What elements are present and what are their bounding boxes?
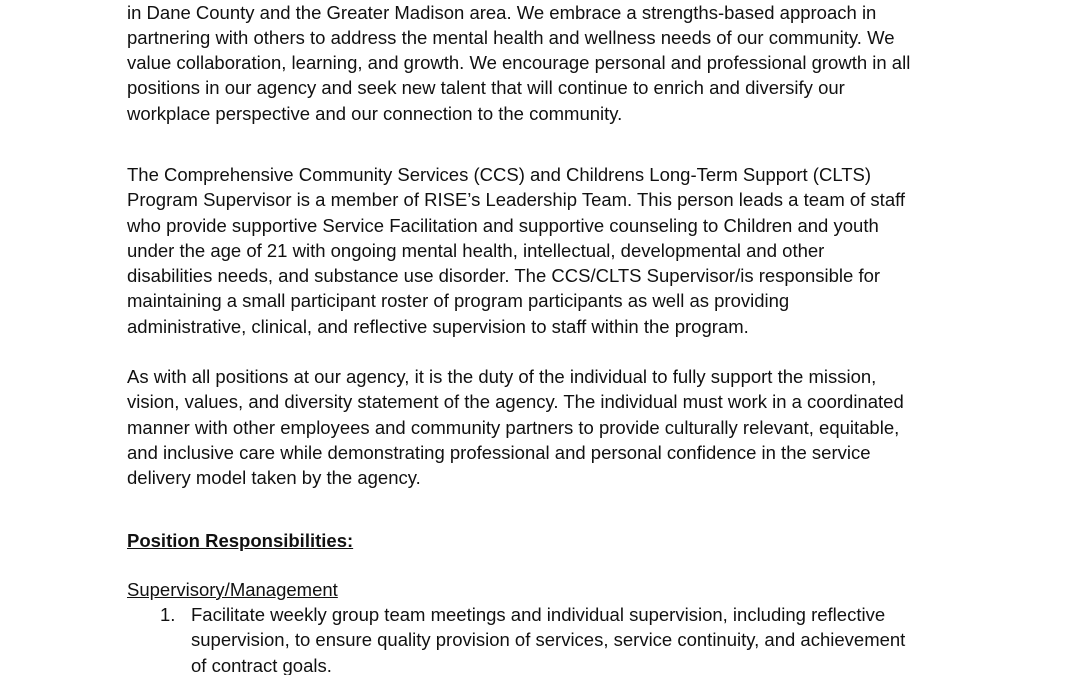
text-line: positions in our agency and seek new talent that will continue to enrich and diversify our (127, 77, 845, 99)
text-line: value collaboration, learning, and growth. We encourage personal and professional growth in all (127, 52, 911, 74)
text-line: manner with other employees and community partners to provide culturally relevant, equitable, (127, 416, 900, 438)
text-line: maintaining a small participant roster of program participants as well as providing (127, 290, 790, 312)
text-line: administrative, clinical, and reflective supervision to staff within the program. (127, 315, 749, 337)
text-line: workplace perspective and our connection to the community. (127, 102, 623, 124)
text-line: and inclusive care while demonstrating professional and personal confidence in the service (127, 441, 871, 463)
text-line: supervision, to ensure quality provision of services, service continuity, and achievement (191, 629, 906, 651)
text-line: in Dane County and the Greater Madison area. We embrace a strengths-based approach in (127, 1, 877, 23)
responsibilities-list (127, 602, 962, 675)
text-line: who provide supportive Service Facilitation and supportive counseling to Children and youth (127, 214, 879, 236)
text-line: of contract goals. (191, 654, 332, 675)
intro-paragraph (127, 0, 962, 126)
text-line: partnering with others to address the mental health and wellness needs of our community. We (127, 26, 895, 48)
document-body (127, 0, 962, 675)
text-line: under the age of 21 with ongoing mental health, intellectual, developmental and other (127, 239, 825, 261)
text-line: The Comprehensive Community Services (CCS) and Childrens Long-Term Support (CLTS) (127, 163, 872, 185)
text-line: vision, values, and diversity statement of the agency. The individual must work in a coordinated (127, 391, 904, 413)
list-item (127, 602, 962, 675)
subsection-heading: Supervisory/Management (127, 578, 338, 600)
text-line: Program Supervisor is a member of RISE’s Leadership Team. This person leads a team of staff (127, 189, 906, 211)
list-item-number: 1. (160, 604, 176, 626)
text-line: As with all positions at our agency, it is the duty of the individual to fully support the mission, (127, 366, 877, 388)
section-heading: Position Responsibilities: (127, 529, 354, 551)
text-line: disabilities needs, and substance use disorder. The CCS/CLTS Supervisor/is responsible for (127, 265, 881, 287)
position-summary-paragraph (127, 162, 962, 339)
text-line: Facilitate weekly group team meetings and individual supervision, including reflective (191, 604, 886, 626)
agency-duty-paragraph (127, 364, 962, 490)
text-line: delivery model taken by the agency. (127, 467, 421, 489)
